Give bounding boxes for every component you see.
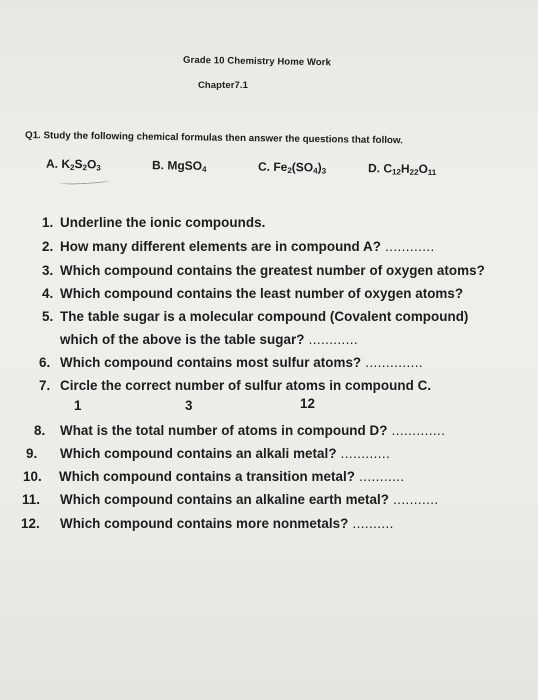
question-item: 9. Which compound contains an alkali metal? ............ bbox=[26, 446, 391, 461]
formula-subscript: 4 bbox=[201, 164, 207, 174]
formula-symbol: K bbox=[61, 156, 71, 171]
question-item: 1. Underline the ionic compounds. bbox=[42, 215, 266, 230]
formula-symbol: (SO bbox=[291, 160, 314, 175]
option-letter: C. bbox=[257, 159, 274, 174]
q7-choice: 12 bbox=[300, 396, 315, 411]
formula-subscript: 11 bbox=[427, 167, 437, 178]
chapter-label: Chapter7.1 bbox=[197, 80, 249, 91]
formula-subscript: 3 bbox=[321, 166, 327, 176]
formula-subscript: 2 bbox=[287, 166, 292, 176]
q7-choice: 3 bbox=[185, 398, 193, 413]
formula-subscript: 22 bbox=[409, 167, 419, 177]
formula-symbol: C bbox=[383, 161, 393, 176]
formula-symbol: MgSO bbox=[167, 158, 203, 173]
question-item: 11. Which compound contains an alkaline earth metal? ........... bbox=[22, 492, 439, 507]
question-item: 3. Which compound contains the greatest number of oxygen atoms? bbox=[42, 263, 485, 278]
question-item-continued: which of the above is the table sugar? ............ bbox=[60, 332, 359, 347]
question-item: 2. How many different elements are in compound A? ............ bbox=[42, 239, 435, 254]
option-letter: A. bbox=[45, 156, 62, 171]
q1-prompt: Q1. Study the following chemical formulas then answer the questions that follow. bbox=[24, 130, 403, 147]
formula-symbol: O bbox=[418, 161, 428, 176]
formula-subscript: 12 bbox=[391, 167, 401, 177]
option-letter: B. bbox=[151, 158, 168, 173]
page-title: Grade 10 Chemistry Home Work bbox=[182, 54, 331, 69]
question-item: 7. Circle the correct number of sulfur atoms in compound C. bbox=[39, 378, 432, 393]
formula-symbol: S bbox=[74, 157, 83, 172]
formula-subscript: 3 bbox=[96, 163, 101, 173]
option-b bbox=[152, 158, 207, 173]
formula-symbol: Fe bbox=[273, 159, 288, 175]
option-a bbox=[46, 157, 101, 172]
formula-subscript: 2 bbox=[82, 163, 88, 173]
formula-symbol: O bbox=[86, 157, 97, 172]
formula-subscript: 2 bbox=[69, 162, 75, 173]
option-d bbox=[368, 161, 437, 176]
option-letter: D. bbox=[367, 161, 384, 176]
option-c bbox=[258, 160, 326, 175]
formula-subscript: 4 bbox=[313, 166, 318, 176]
formula-symbol: ) bbox=[317, 160, 322, 175]
question-item: 6. Which compound contains most sulfur atoms? .............. bbox=[39, 355, 423, 370]
question-item: 8. What is the total number of atoms in compound D? ............. bbox=[34, 423, 446, 438]
q7-choice: 1 bbox=[74, 398, 82, 413]
question-item: 4. Which compound contains the least number of oxygen atoms? bbox=[42, 286, 464, 301]
question-item: 5. The table sugar is a molecular compound (Covalent compound) bbox=[42, 309, 469, 324]
formula-symbol: H bbox=[400, 161, 410, 176]
question-item: 12. Which compound contains more nonmetals? .......... bbox=[21, 516, 394, 531]
question-item: 10. Which compound contains a transition metal? ........... bbox=[23, 469, 405, 484]
